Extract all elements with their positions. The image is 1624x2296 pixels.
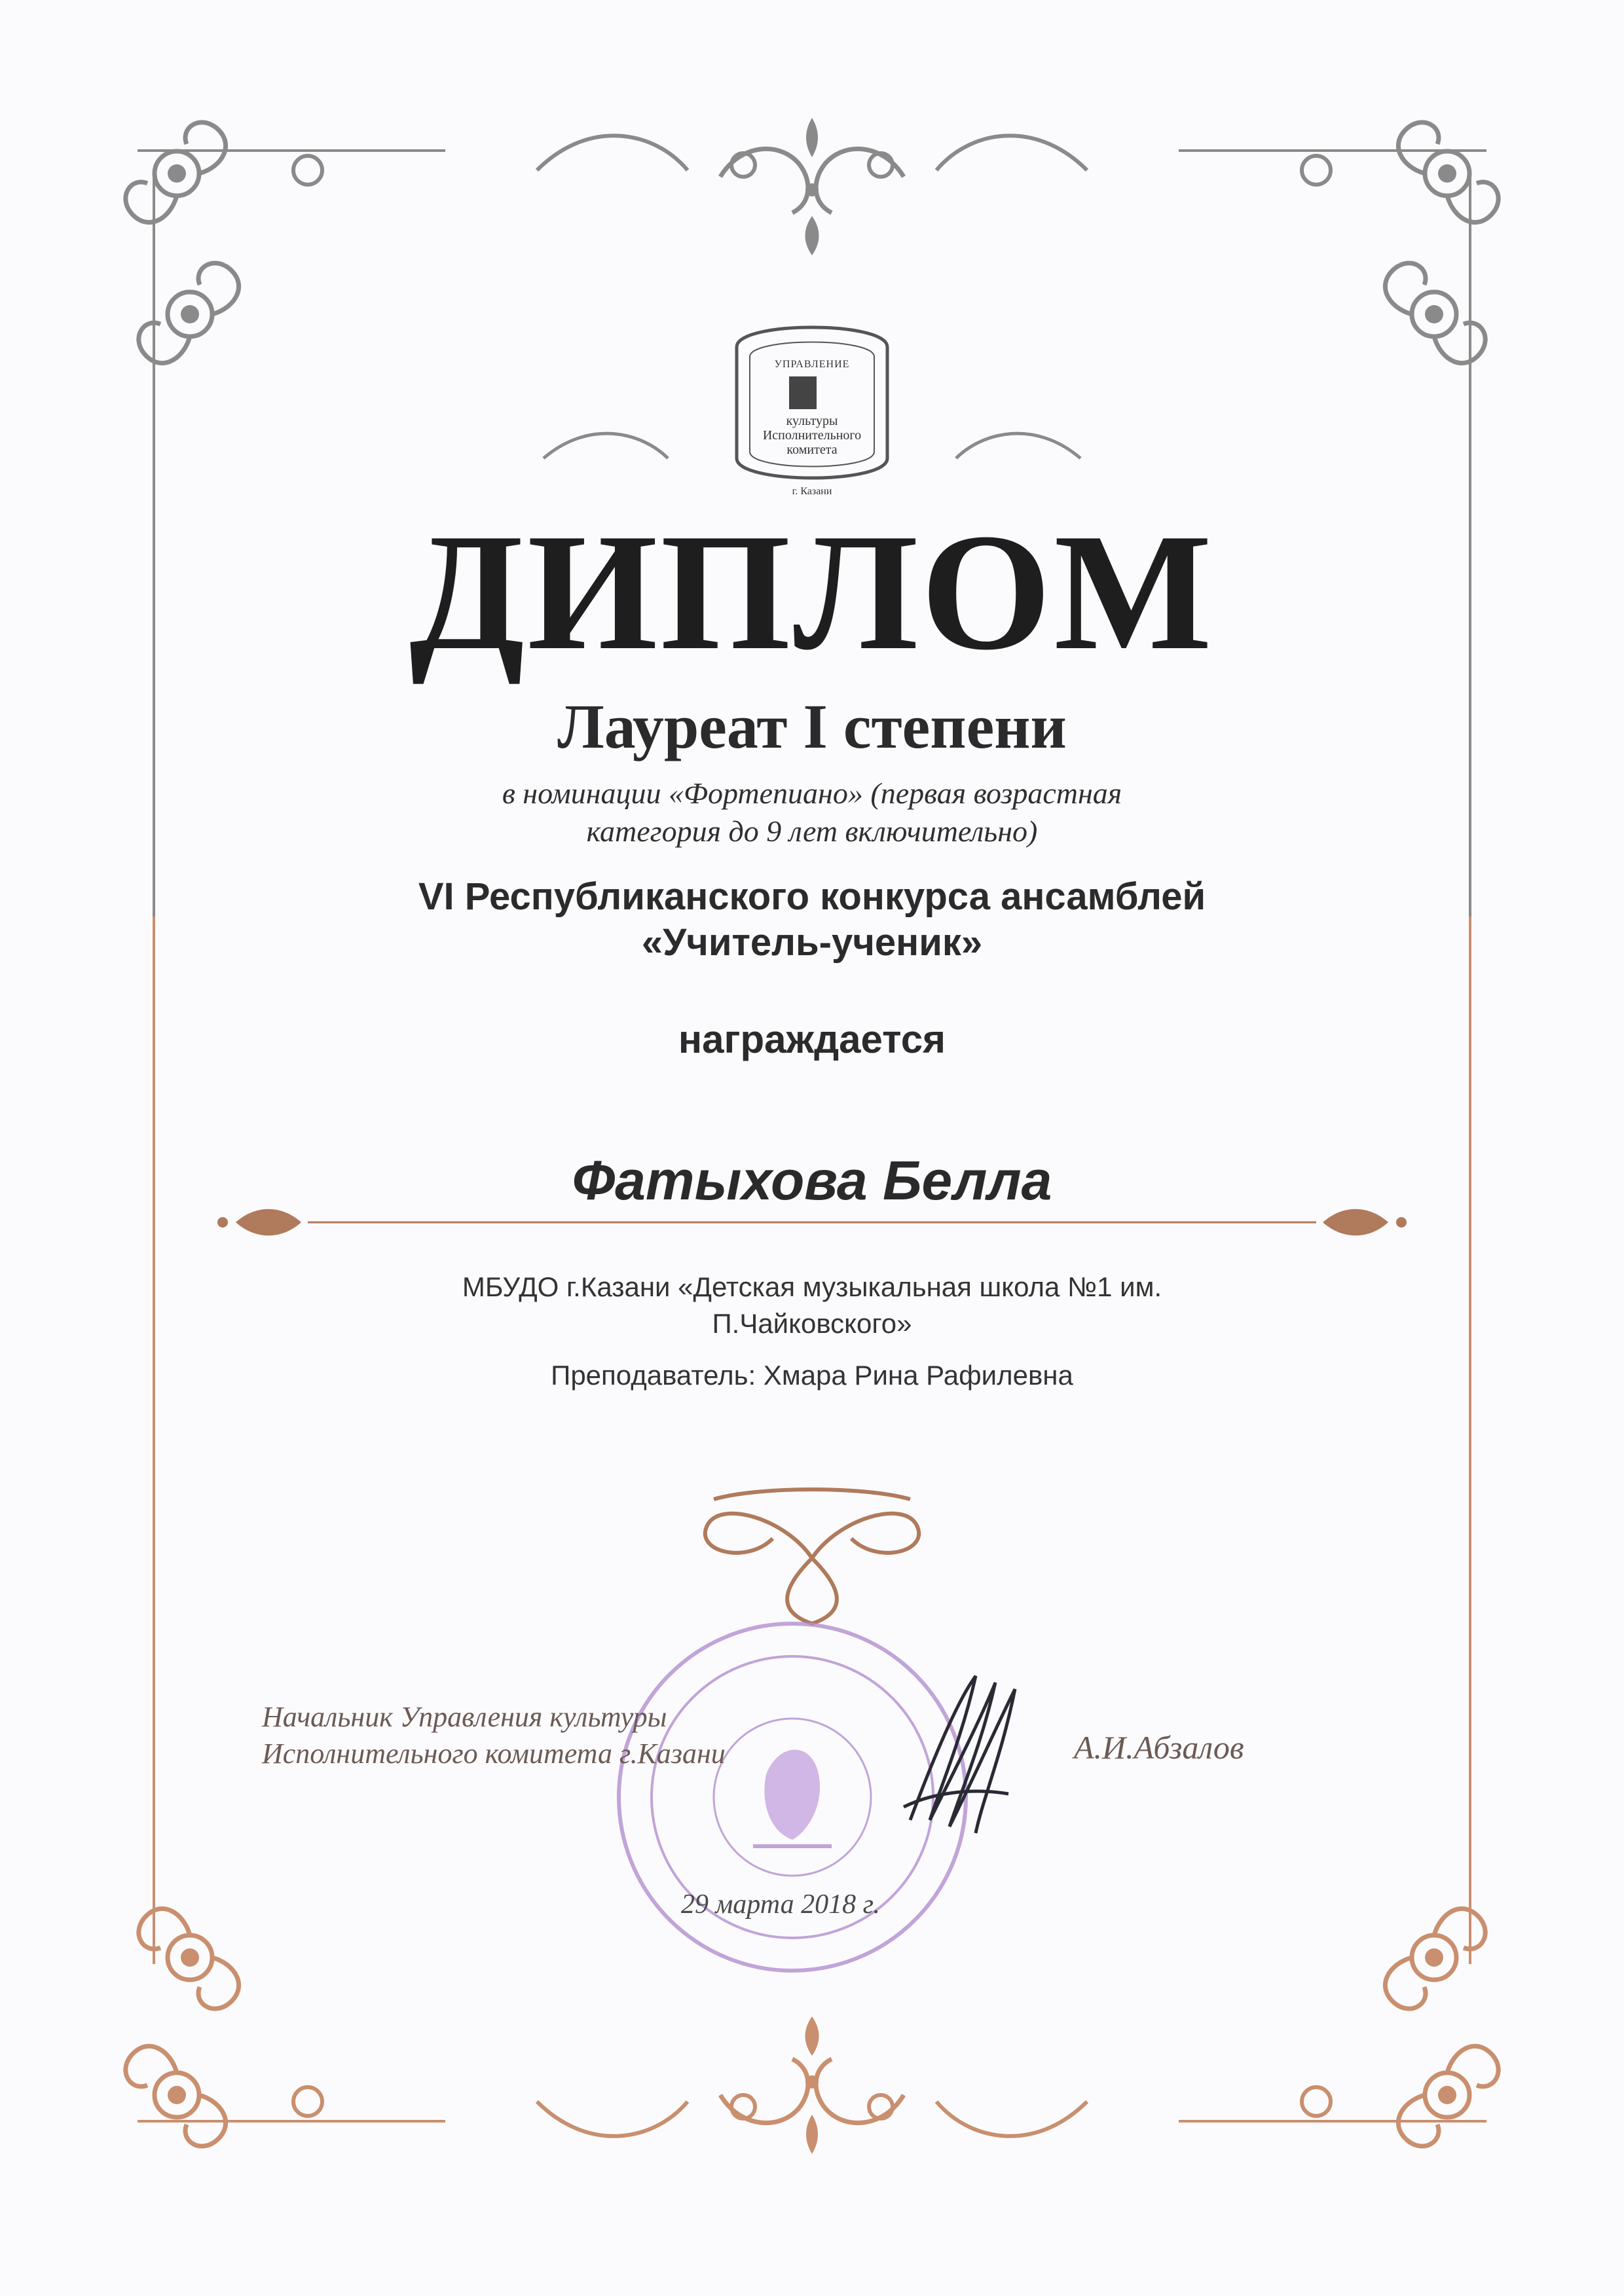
contest-line-2: «Учитель-ученик» — [641, 921, 983, 964]
signer-name: А.И.Абзалов — [1074, 1729, 1244, 1766]
signer-position-line-2: Исполнительного комитета г.Казани — [262, 1738, 726, 1770]
emblem-line-1: культуры — [786, 414, 838, 428]
school-line-1: МБУДО г.Казани «Детская музыкальная школа №1 им. — [462, 1271, 1162, 1302]
emblem-line-2: Исполнительного — [762, 428, 862, 443]
emblem-bottom-text: г. Казани — [792, 486, 832, 497]
nomination-text — [0, 774, 1624, 850]
diploma-title: ДИПЛОМ — [409, 500, 1215, 685]
nomination-line-1: в номинации «Фортепиано» (первая возрастная — [502, 776, 1122, 810]
emblem-line-3: комитета — [786, 443, 838, 457]
emblem-top-text: УПРАВЛЕНИЕ — [774, 359, 850, 370]
issue-date: 29 марта 2018 г. — [681, 1889, 880, 1920]
signer-position — [262, 1699, 726, 1772]
nomination-line-2: категория до 9 лет включительно) — [586, 814, 1038, 848]
center-flourish — [705, 1489, 919, 1624]
school-name — [0, 1269, 1624, 1342]
emblem-mid-text — [707, 414, 917, 457]
contest-line-1: VI Республиканского конкурса ансамблей — [418, 875, 1206, 918]
awarded-text: награждается — [678, 1017, 946, 1061]
name-divider — [217, 1209, 1407, 1236]
signer-position-line-1: Начальник Управления культуры — [262, 1701, 667, 1733]
contest-name — [0, 874, 1624, 966]
school-line-2: П.Чайковского» — [712, 1308, 912, 1339]
recipient-name: Фатыхова Белла — [572, 1150, 1052, 1211]
degree-title: Лауреат I степени — [557, 691, 1067, 761]
teacher-name: Преподаватель: Хмара Рина Рафилевна — [551, 1360, 1073, 1391]
